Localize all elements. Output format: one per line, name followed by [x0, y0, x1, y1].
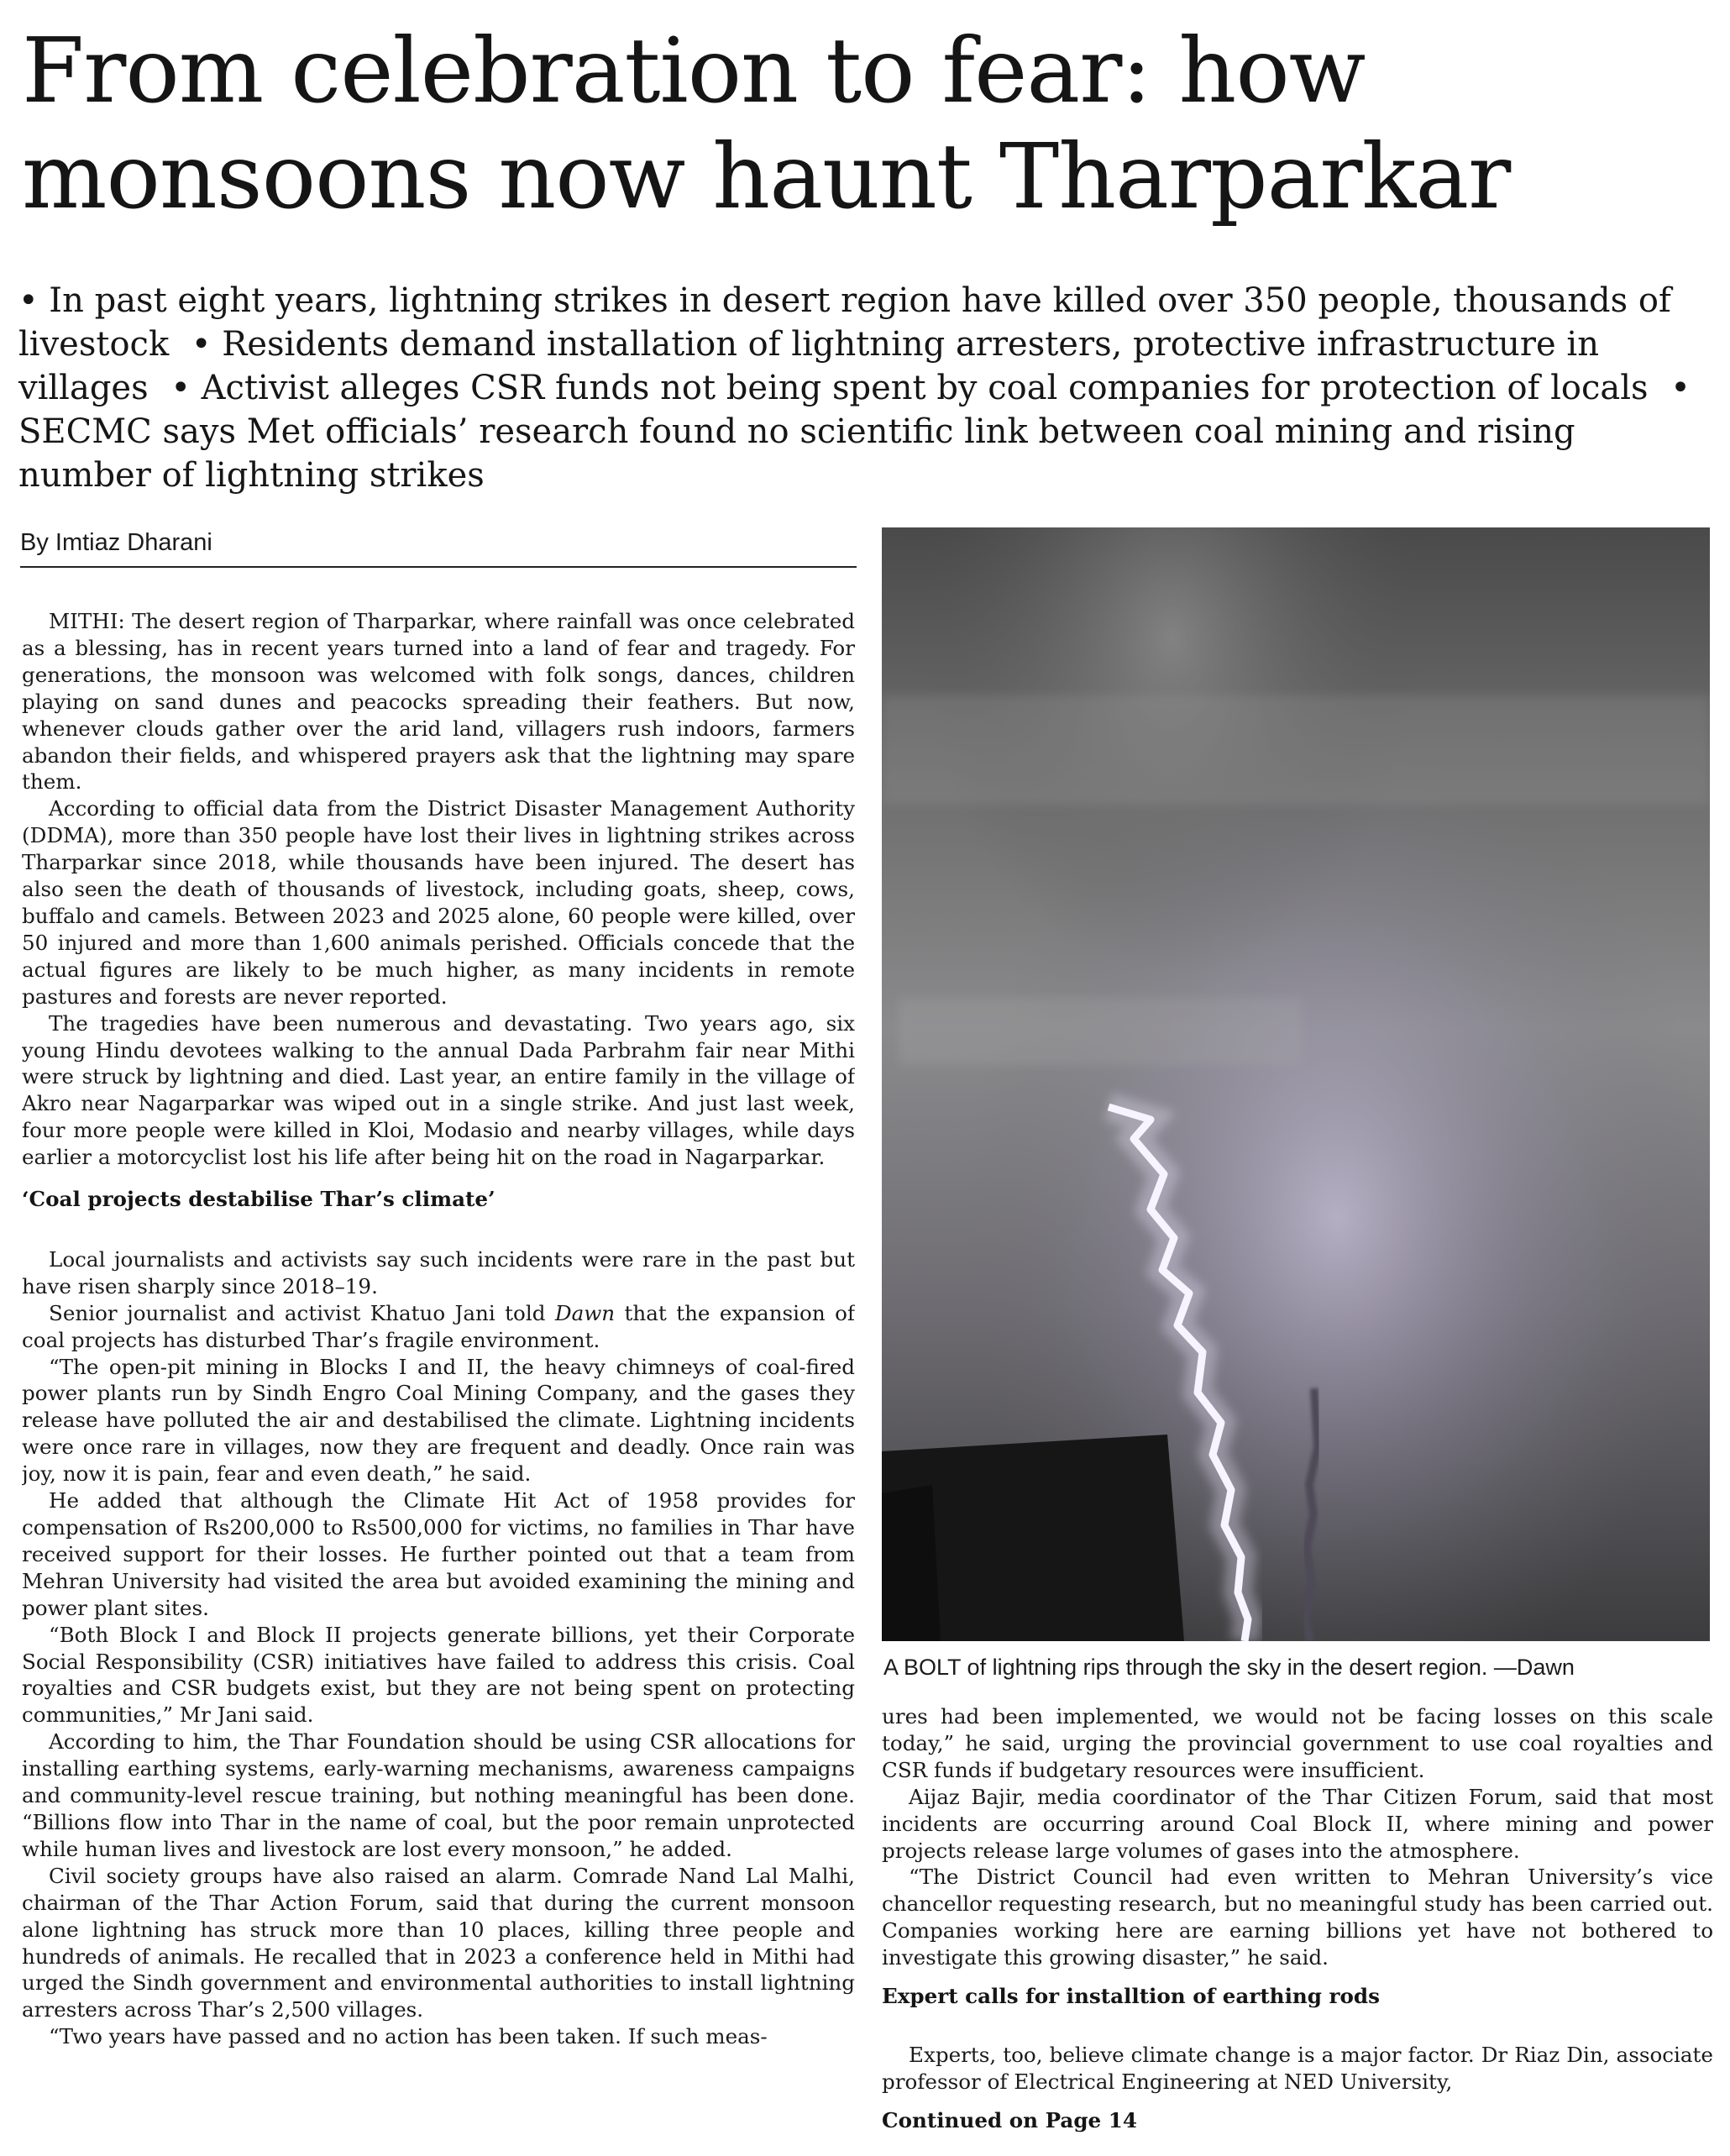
- article-paragraph: “Two years have passed and no action has been taken. If such meas-: [49, 2024, 768, 2049]
- headline: From celebration to fear: how monsoons now haunt Tharparkar: [22, 19, 1511, 229]
- byline: By Imtiaz Dharani: [20, 527, 857, 568]
- deck-point-1: • In past eight years, lightning strikes in desert region have killed over 350 people, thousands of livestock: [18, 281, 1671, 364]
- article-text: Senior journalist and activist Khatuo Jani told: [49, 1300, 555, 1325]
- article-paragraph: The tragedies have been numerous and devastating. Two years ago, six young Hindu devotees walking to the annual Dada Parbrahm fair near Mithi were struck by lightning and died. Last year, an entire family in the village of Akro near Nagarparkar was wiped out in a single strike. And just last week, four more people were killed in Kloi, Modasio and nearby villages, while days earlier a motorcyclist lost his life after being hit on the road in Nagarparkar.: [22, 1010, 855, 1170]
- lightning-photo: [882, 527, 1710, 1641]
- subheading-expert-calls: Expert calls for installtion of earthing rods: [882, 1984, 1380, 2009]
- continued-on-page: Continued on Page 14: [882, 2107, 1137, 2132]
- article-paragraph: Experts, too, believe climate change is a major factor. Dr Riaz Din, associate professor of Electrical Engineering at NED University,: [882, 2042, 1713, 2094]
- article-paragraph: Local journalists and activists say such incidents were rare in the past but have risen sharply since 2018–19.: [22, 1246, 855, 1298]
- article-column-left: [22, 608, 855, 2145]
- article-paragraph: Aijaz Bajir, media coordinator of the Thar Citizen Forum, said that most incidents are occurring around Coal Block II, where mining and power projects release large volumes of gases into the atmosphere.: [882, 1784, 1713, 1863]
- article-paragraph: “The open-pit mining in Blocks I and II, the heavy chimneys of coal-fired power plants run by Sindh Engro Coal Mining Company, and the gases they release have polluted the air and destabilised the climate. Lightning incidents were once rare in villages, now they are frequent and deadly. Once rain was joy, now it is pain, fear and even death,” he said.: [22, 1354, 855, 1487]
- deck-point-3: • Activist alleges CSR funds not being spent by coal companies for protection of locals: [170, 369, 1649, 407]
- article-paragraph: According to official data from the District Disaster Management Authority (DDMA), more than 350 people have lost their lives in lightning strikes across Tharparkar since 2018, while thousands have been injured. The desert has also seen the death of thousands of livestock, including goats, sheep, cows, buffalo and camels. Between 2023 and 2025 alone, 60 people were killed, over 50 injured and more than 1,600 animals perished. Officials concede that the actual figures are likely to be much higher, as many incidents in remote pastures and forests are never reported.: [22, 796, 855, 1009]
- article-paragraph: ures had been implemented, we would not be facing losses on this scale today,” he said, urging the provincial government to use coal royalties and CSR funds if budgetary resources were insufficient.: [882, 1704, 1713, 1782]
- article-column-right: [882, 1703, 1713, 2150]
- article-paragraph: According to him, the Thar Foundation should be using CSR allocations for installing earthing systems, early-warning mechanisms, awareness campaigns and community-level rescue training, but nothing meaningful has been done. “Billions flow into Thar in the name of coal, but the poor remain unprotected while human lives and livestock are lost every monsoon,” he added.: [22, 1729, 855, 1861]
- article-paragraph: “Both Block I and Block II projects generate billions, yet their Corporate Social Responsibility (CSR) initiatives have failed to address this crisis. Coal royalties and CSR budgets exist, but they are not being spent on protecting communities,” Mr Jani said.: [22, 1622, 855, 1728]
- deck-point-4: • SECMC says Met officials’ research found no scientific link between coal mining and rising number of lightning strikes: [18, 369, 1691, 495]
- publication-name: Dawn: [554, 1300, 616, 1325]
- article-paragraph: Civil society groups have also raised an alarm. Comrade Nand Lal Malhi, chairman of the Thar Action Forum, said that during the current monsoon alone lightning has struck more than 10 places, killing three people and hundreds of animals. He recalled that in 2023 a conference held in Mithi had urged the Sindh government and environmental authorities to install lightning arresters across Thar’s 2,500 villages.: [22, 1863, 855, 2022]
- article-text: that the expansion of coal projects has disturbed Thar’s fragile environment.: [22, 1300, 855, 1352]
- deck-point-2: • Residents demand installation of lightning arresters, protective infrastructure in villages: [18, 325, 1599, 407]
- photo-caption: A BOLT of lightning rips through the sky in the desert region. —Dawn: [883, 1655, 1575, 1680]
- subheading-coal-projects: ‘Coal projects destabilise Thar’s climate’: [22, 1187, 495, 1212]
- article-paragraph: MITHI: The desert region of Tharparkar, where rainfall was once celebrated as a blessing, has in recent years turned into a land of fear and tragedy. For generations, the monsoon was welcomed with folk songs, dances, children playing on sand dunes and peacocks spreading their feathers. But now, whenever clouds gather over the arid land, villagers rush indoors, farmers abandon their fields, and whispered prayers ask that the lightning may spare them.: [22, 609, 855, 795]
- lightning-bolt-image: [882, 527, 1710, 1641]
- deck: [18, 279, 1715, 497]
- article-paragraph: [22, 1300, 855, 1354]
- article-paragraph: “The District Council had even written to Mehran University’s vice chancellor requesting research, but no meaningful study has been carried out. Companies working here are earning billions yet have not bothered to investigate this growing disaster,” he said.: [882, 1865, 1713, 1970]
- article-paragraph: He added that although the Climate Hit Act of 1958 provides for compensation of Rs200,000 to Rs500,000 for victims, no families in Thar have received support for their losses. He further pointed out that a team from Mehran University had visited the area but avoided examining the mining and power plant sites.: [22, 1488, 855, 1620]
